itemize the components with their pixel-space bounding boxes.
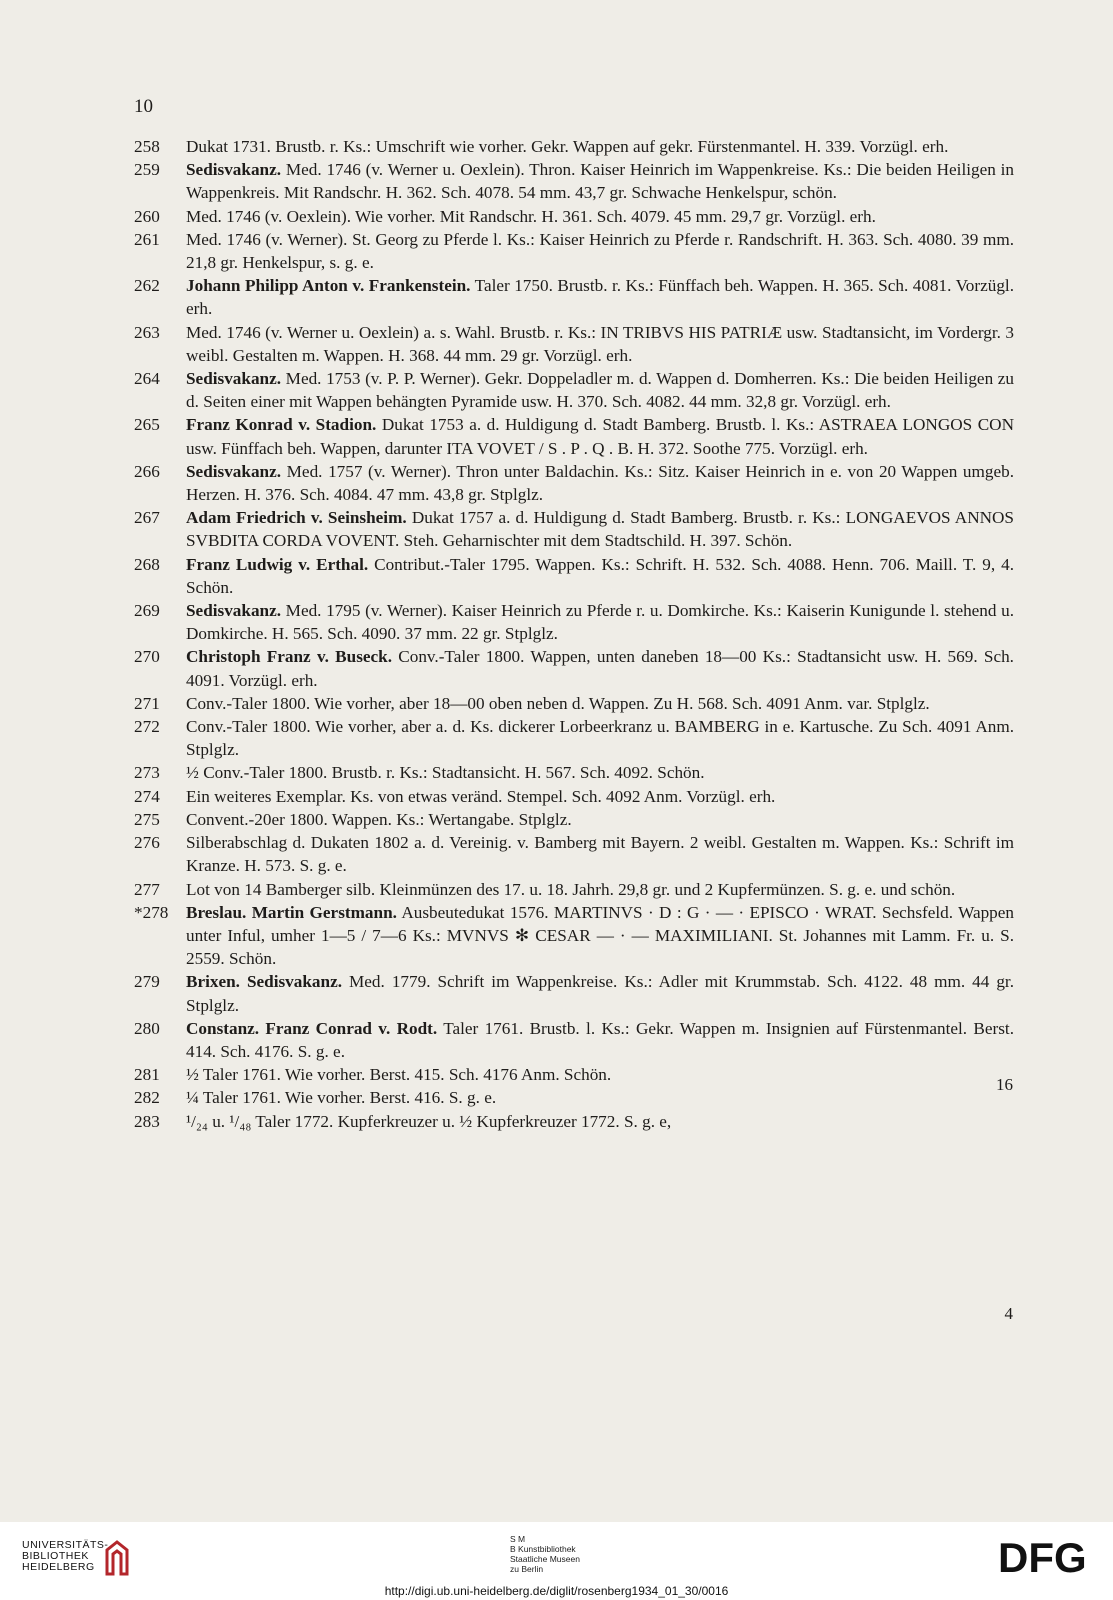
entry-number: 259 <box>134 160 160 180</box>
entry-number: 267 <box>134 508 160 528</box>
entry-number: 274 <box>134 786 160 806</box>
entry-text: Dukat 1731. Brustb. r. Ks.: Umschrift wie vorher. Gekr. Wappen auf gekr. Fürstenmantel. H. 339. Vorzügl. erh. <box>186 137 949 156</box>
smb-logo-text[interactable]: S M B Kunstbibliothek Staatliche Museen zu Berlin <box>510 1534 580 1574</box>
entry-number: 277 <box>134 879 160 899</box>
catalog-entry <box>134 599 1014 645</box>
entry-text: ¹/₂₄ u. ¹/₄₈ Taler 1772. Kupferkreuzer u. ½ Kupferkreuzer 1772. S. g. e, <box>186 1111 672 1131</box>
catalog-entry <box>134 228 1014 274</box>
entry-text: Constanz. Franz Conrad v. Rodt. Taler 1761. Brustb. l. Ks.: Gekr. Wappen m. Insignien auf Fürstenmantel. Berst. 414. Sch. 4176. S. g. e. <box>186 1018 1014 1061</box>
catalog-entry <box>134 1063 1014 1086</box>
entry-text: Convent.-20er 1800. Wappen. Ks.: Wertangabe. Stplglz. <box>186 809 572 829</box>
catalog-entry <box>134 901 1014 971</box>
entry-text: Lot von 14 Bamberger silb. Kleinmünzen des 17. u. 18. Jahrh. 29,8 gr. und 2 Kupfermünzen. S. g. e. und schön. <box>186 879 956 899</box>
entry-text: Sedisvakanz. Med. 1795 (v. Werner). Kaiser Heinrich zu Pferde r. u. Domkirche. Ks.: Kaiserin Kunigunde l. stehend u. Domkirche. H. 565. Sch. 4090. 37 mm. 22 gr. Stplglz. <box>186 601 1014 644</box>
catalog-entry <box>134 413 1014 459</box>
entry-number: 276 <box>134 833 160 853</box>
catalog-entry <box>134 970 1014 1016</box>
catalog-entry <box>134 506 1014 552</box>
library-logo-icon <box>104 1540 130 1576</box>
source-url[interactable]: http://digi.ub.uni-heidelberg.de/diglit/rosenberg1934_01_30/0016 <box>384 1584 729 1598</box>
catalog-entry <box>134 367 1014 413</box>
entry-text: Sedisvakanz. Med. 1753 (v. P. P. Werner). Gekr. Doppeladler m. d. Wappen d. Domherren. Ks.: Die beiden Heiligen zu d. Seiten einer mit Wappen behängten Pyramide usw. H. 370. Sch. 4082. 44 mm. 32,8 gr. Vorzügl. erh. <box>186 369 1014 412</box>
entry-text: Med. 1746 (v. Werner u. Oexlein) a. s. Wahl. Brustb. r. Ks.: IN TRIBVS HIS PATRIÆ usw. Stadtansicht, im Vordergr. 3 weibl. Gestalten m. Wappen. H. 368. 44 mm. 29 gr. Vorzügl. erh. <box>186 322 1014 365</box>
catalog-entry <box>134 135 1014 158</box>
entry-text: Franz Konrad v. Stadion. Dukat 1753 a. d. Huldigung d. Stadt Bamberg. Brustb. l. Ks.: ASTRAEA LONGOS CON usw. Fünffach beh. Wappen, darunter ITA VOVET / S . P . Q . B. H. 372. Soothe 775. Vorzügl. erh. <box>186 415 1014 458</box>
entry-number: 269 <box>134 601 160 621</box>
catalog-entry <box>134 460 1014 506</box>
entry-number: 281 <box>134 1065 160 1085</box>
entry-number: 268 <box>134 554 160 574</box>
entry-text: Johann Philipp Anton v. Frankenstein. Taler 1750. Brustb. r. Ks.: Fünffach beh. Wappen. H. 365. Sch. 4081. Vorzügl. erh. <box>186 276 1015 319</box>
entry-number: 261 <box>134 229 160 249</box>
entry-text: Adam Friedrich v. Seinsheim. Dukat 1757 a. d. Huldigung d. Stadt Bamberg. Brustb. r. Ks.: LONGAEVOS ANNOS SVBDITA CORDA VOVENT. Steh. Geharnischter mit dem Stadtschild. H. 397. Schön. <box>186 508 1014 551</box>
entry-number: *278 <box>134 902 169 922</box>
catalog-entry <box>134 645 1014 691</box>
catalog-entry <box>134 205 1014 228</box>
dfg-logo[interactable] <box>998 1534 1098 1578</box>
entry-number: 266 <box>134 461 160 481</box>
entry-text: ½ Taler 1761. Wie vorher. Berst. 415. Sch. 4176 Anm. Schön. <box>186 1065 612 1085</box>
catalog-entry <box>134 1086 1014 1109</box>
catalog-entry <box>134 553 1014 599</box>
catalog-entry <box>134 1017 1014 1063</box>
catalog-entries <box>134 135 1014 1133</box>
entry-text: Franz Ludwig v. Erthal. Contribut.-Taler 1795. Wappen. Ks.: Schrift. H. 532. Sch. 4088. Henn. 706. Maill. T. 9, 4. Schön. <box>186 554 1014 597</box>
entry-number: 258 <box>134 137 160 156</box>
entry-text: Brixen. Sedisvakanz. Med. 1779. Schrift im Wappenkreise. Ks.: Adler mit Krummstab. Sch. 4122. 48 mm. 44 gr. Stplglz. <box>186 972 1015 1015</box>
entry-text: ½ Conv.-Taler 1800. Brustb. r. Ks.: Stadtansicht. H. 567. Sch. 4092. Schön. <box>186 763 705 783</box>
entry-number: 275 <box>134 809 160 829</box>
entry-number: 262 <box>134 276 160 296</box>
catalog-entry <box>134 785 1014 808</box>
margin-mark-4: 4 <box>1004 1304 1013 1323</box>
entry-text: Silberabschlag d. Dukaten 1802 a. d. Vereinig. v. Bamberg mit Bayern. 2 weibl. Gestalten m. Wappen. Ks.: Schrift im Kranze. H. 573. S. g. e. <box>186 833 1014 876</box>
catalog-entry <box>134 158 1014 204</box>
library-name[interactable]: UNIVERSITÄTS- BIBLIOTHEK HEIDELBERG <box>22 1539 109 1573</box>
catalog-entry <box>134 321 1014 367</box>
entry-number: 273 <box>134 763 160 783</box>
entry-text: Sedisvakanz. Med. 1746 (v. Werner u. Oexlein). Thron. Kaiser Heinrich im Wappenkreise. Ks.: Die beiden Heiligen in Wappenkreis. Mit Randschr. H. 362. Sch. 4078. 54 mm. 43,7 gr. Schwache Henkelspur, schön. <box>186 160 1014 203</box>
dfg-logo-text: DFG <box>998 1534 1087 1578</box>
entry-text: Conv.-Taler 1800. Wie vorher, aber 18—00 oben neben d. Wappen. Zu H. 568. Sch. 4091 Anm. var. Stplglz. <box>186 693 930 713</box>
entry-text: Med. 1746 (v. Werner). St. Georg zu Pferde l. Ks.: Kaiser Heinrich zu Pferde r. Randschrift. H. 363. Sch. 4080. 39 mm. 21,8 gr. Henkelspur, s. g. e. <box>186 229 1014 273</box>
entry-number: 260 <box>134 206 160 226</box>
footer-bar <box>0 1522 1113 1600</box>
entry-text: ¼ Taler 1761. Wie vorher. Berst. 416. S. g. e. <box>186 1088 497 1108</box>
page-number: 10 <box>134 96 153 117</box>
entry-text: Christoph Franz v. Buseck. Conv.-Taler 1800. Wappen, unten daneben 18—00 Ks.: Stadtansicht usw. H. 569. Sch. 4091. Vorzügl. erh. <box>186 647 1014 690</box>
entry-number: 272 <box>134 717 160 737</box>
catalog-entry <box>134 715 1014 761</box>
entry-number: 263 <box>134 322 160 342</box>
catalog-entry <box>134 831 1014 877</box>
entry-number: 280 <box>134 1018 160 1038</box>
catalog-entry <box>134 274 1014 320</box>
entry-number: 282 <box>134 1088 160 1108</box>
entry-number: 279 <box>134 972 160 992</box>
entry-number: 271 <box>134 693 160 713</box>
catalog-entry <box>134 692 1014 715</box>
catalog-entry <box>134 878 1014 901</box>
catalog-entry <box>134 761 1014 784</box>
margin-mark-16: 16 <box>996 1075 1013 1094</box>
entry-number: 283 <box>134 1111 160 1131</box>
entry-text: Med. 1746 (v. Oexlein). Wie vorher. Mit Randschr. H. 361. Sch. 4079. 45 mm. 29,7 gr. Vorzügl. erh. <box>186 206 876 226</box>
catalog-entry <box>134 808 1014 831</box>
entry-number: 270 <box>134 647 160 667</box>
entry-number: 265 <box>134 415 160 435</box>
entry-text: Conv.-Taler 1800. Wie vorher, aber a. d. Ks. dickerer Lorbeerkranz u. BAMBERG in e. Kartusche. Zu Sch. 4091 Anm. Stplglz. <box>186 717 1014 760</box>
entry-number: 264 <box>134 369 160 389</box>
entry-text: Ein weiteres Exemplar. Ks. von etwas veränd. Stempel. Sch. 4092 Anm. Vorzügl. erh. <box>186 786 776 806</box>
entry-text: Breslau. Martin Gerstmann. Ausbeutedukat 1576. MARTINVS · D : G · — · EPISCO · WRAT. Sechsfeld. Wappen unter Inful, umher 1—5 / 7—6 Ks.: MVNVS ✻ CESAR — · — MAXIMILIANI. St. Johannes mit Lamm. Fr. u. S. 2559. Schön. <box>186 902 1014 969</box>
entry-text: Sedisvakanz. Med. 1757 (v. Werner). Thron unter Baldachin. Ks.: Sitz. Kaiser Heinrich in e. von 20 Wappen umgeb. Herzen. H. 376. Sch. 4084. 47 mm. 43,8 gr. Stplglz. <box>186 461 1014 505</box>
catalog-entry <box>134 1110 1014 1133</box>
